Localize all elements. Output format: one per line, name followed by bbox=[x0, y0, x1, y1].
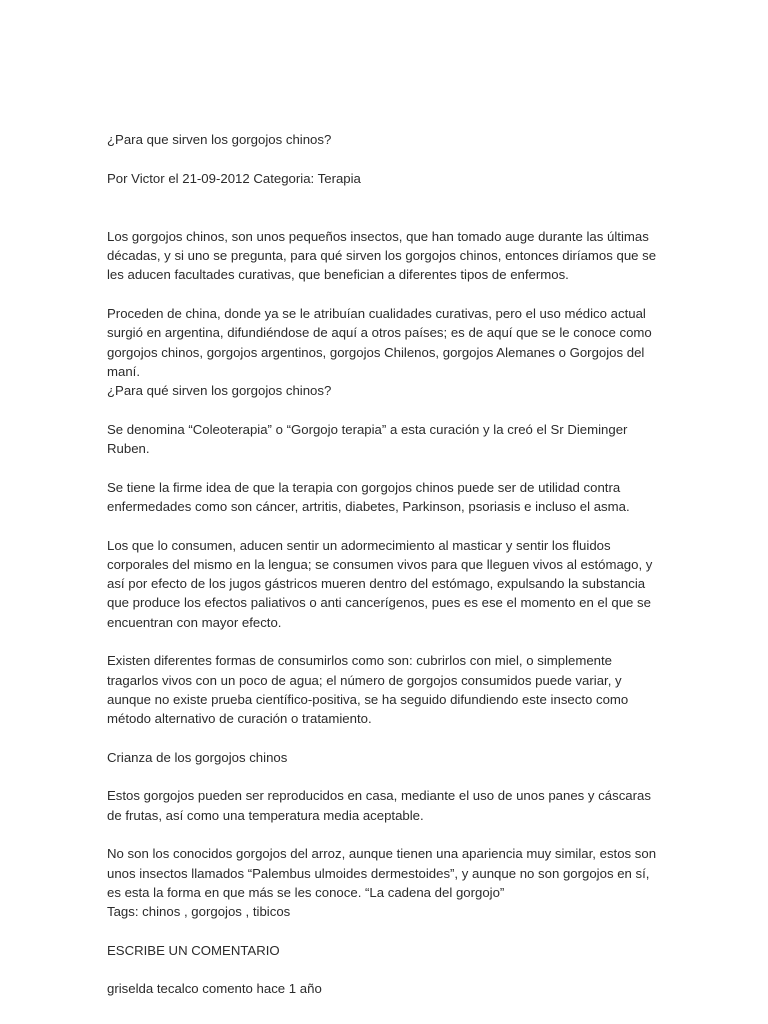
paragraph-forms: Existen diferentes formas de consumirlos como son: cubrirlos con miel, o simplemente tragarlos vivos con un poco de agua; el número de gorgojos consumidos puede variar, y aunque no existe prueba científico-positiva, se ha seguido difundiendo este insecto como método alternativo de curación o tratamiento. bbox=[107, 653, 629, 727]
paragraph-intro: Los gorgojos chinos, son unos pequeños insectos, que han tomado auge durante las últimas décadas, y si uno se pregunta, para qué sirven los gorgojos chinos, entonces diríamos que se les aducen facultades curativas, que benefician a diferentes tipos de enfermos. bbox=[107, 228, 657, 283]
article-title: ¿Para que sirven los gorgojos chinos? bbox=[107, 132, 332, 148]
paragraph-breeding: Estos gorgojos pueden ser reproducidos en casa, mediante el uso de unos panes y cáscaras de frutas, así como una temperatura media aceptable. bbox=[107, 788, 651, 823]
paragraph-rice-weevil: No son los conocidos gorgojos del arroz, aunque tienen una apariencia muy similar, estos son unos insectos llamados “Palembus ulmoides dermestoides”, y aunque no son gorgojos en sí, es esta la forma en que más se les conoce. “La cadena del gorgojo” bbox=[107, 846, 657, 900]
subheading-breeding: Crianza de los gorgojos chinos bbox=[107, 749, 288, 765]
comment-author-line: griselda tecalco comento hace 1 año bbox=[107, 981, 322, 997]
paragraph-origin: Proceden de china, donde ya se le atribuían cualidades curativas, pero el uso médico actual surgió en argentina, difundiéndose de aquí a otros países; es de aquí que se le conoce como gorgojos chinos, gorgojos argentinos, gorgojos Chilenos, gorgojos Alemanes o Gorgojos del maní. bbox=[107, 305, 652, 379]
tags-line: Tags: chinos , gorgojos , tibicos bbox=[107, 904, 291, 920]
paragraph-diseases: Se tiene la firme idea de que la terapia con gorgojos chinos puede ser de utilidad contra enfermedades como son cáncer, artritis, diabetes, Parkinson, psoriasis e incluso el asma. bbox=[107, 479, 630, 514]
subheading-uses: ¿Para qué sirven los gorgojos chinos? bbox=[107, 383, 332, 399]
article bbox=[107, 111, 665, 1018]
paragraph-consumption: Los que lo consumen, aducen sentir un adormecimiento al masticar y sentir los fluidos corporales del mismo en la lengua; se consumen vivos para que lleguen vivos al estómago, y así por efecto de los jugos gástricos mueren dentro del estómago, expulsando la substancia que produce los efectos paliativos o anti cancerígenos, pues es ese el momento en el que se encuentran con mayor efecto. bbox=[107, 537, 653, 630]
spacer bbox=[107, 207, 665, 226]
article-byline: Por Victor el 21-09-2012 Categoria: Terapia bbox=[107, 170, 361, 186]
paragraph-coleoterapia: Se denomina “Coleoterapia” o “Gorgojo terapia” a esta curación y la creó el Sr Dieminger Ruben. bbox=[107, 421, 628, 457]
article-header bbox=[107, 111, 665, 207]
comment-heading: ESCRIBE UN COMENTARIO bbox=[107, 942, 280, 958]
